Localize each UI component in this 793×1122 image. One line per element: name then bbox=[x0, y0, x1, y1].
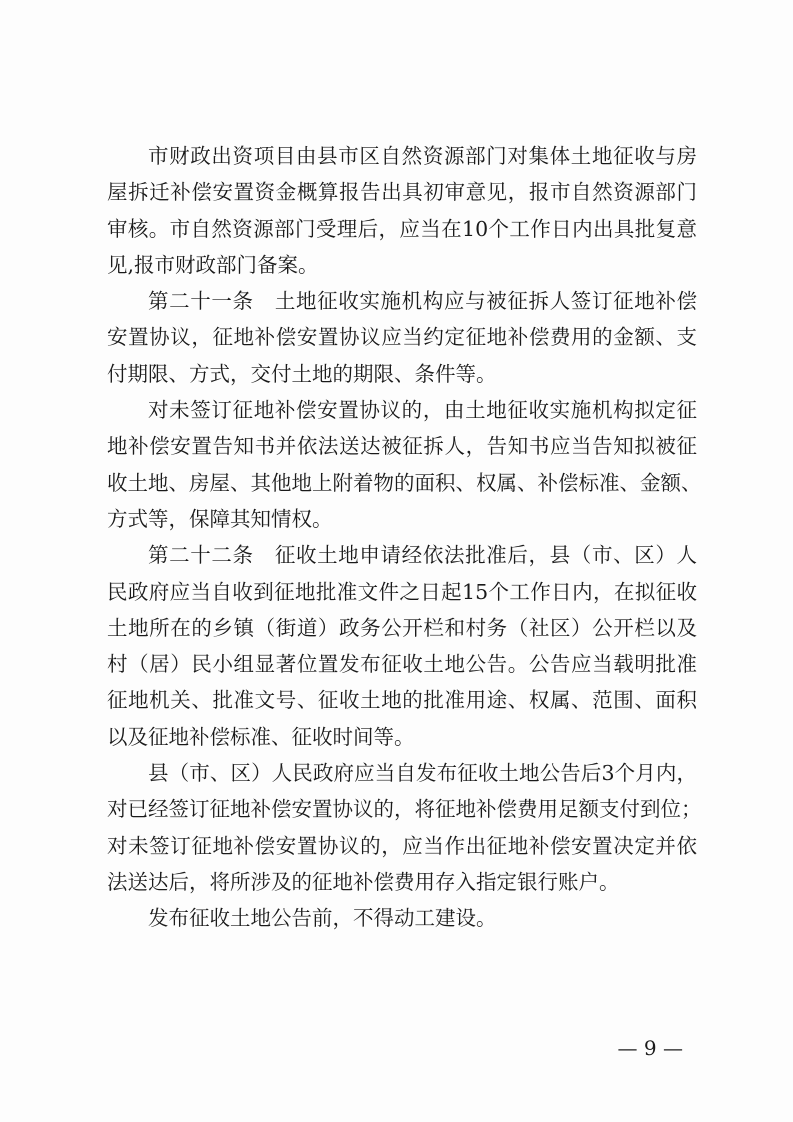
text-line: 安置协议，征地补偿安置协议应当约定征地补偿费用的金额、支 bbox=[107, 325, 697, 350]
text-line: 以及征地补偿标准、征收时间等。 bbox=[107, 724, 415, 749]
text-line: 法送达后，将所涉及的征地补偿费用存入指定银行账户。 bbox=[107, 869, 620, 894]
text-line: 地补偿安置告知书并依法送达被征拆人，告知书应当告知拟被征 bbox=[107, 434, 697, 459]
text-line: 付期限、方式，交付土地的期限、条件等。 bbox=[107, 361, 497, 386]
text-line: 土地所在的乡镇（街道）政务公开栏和村务（社区）公开栏以及 bbox=[107, 615, 697, 640]
body-text bbox=[107, 138, 702, 937]
text-line: 对已经签订征地补偿安置协议的，将征地补偿费用足额支付到位； bbox=[107, 797, 702, 822]
text-line: 征地机关、批准文号、征收土地的批准用途、权属、范围、面积 bbox=[107, 688, 697, 713]
text-line: 市财政出资项目由县市区自然资源部门对集体土地征收与房 bbox=[148, 144, 697, 168]
text-line: 收土地、房屋、其他地上附着物的面积、权属、补偿标准、金额、 bbox=[107, 470, 702, 495]
text-line: 见,报市财政部门备案。 bbox=[107, 252, 319, 277]
page-number: — 9 — bbox=[617, 1036, 683, 1060]
text-line: 民政府应当自收到征地批准文件之日起15个工作日内，在拟征收 bbox=[107, 579, 697, 604]
text-line: 方式等，保障其知情权。 bbox=[107, 506, 333, 531]
text-line: 屋拆迁补偿安置资金概算报告出具初审意见，报市自然资源部门 bbox=[107, 180, 697, 205]
text-line: 第二十一条 土地征收实施机构应与被征拆人签订征地补偿 bbox=[148, 289, 697, 314]
text-line: 审核。市自然资源部门受理后，应当在10个工作日内出具批复意 bbox=[107, 216, 697, 241]
text-line: 对未签订征地补偿安置协议的，应当作出征地补偿安置决定并依 bbox=[107, 833, 697, 858]
text-line: 村（居）民小组显著位置发布征收土地公告。公告应当载明批准 bbox=[107, 652, 697, 677]
text-line: 发布征收土地公告前，不得动工建设。 bbox=[148, 906, 497, 931]
text-line: 对未签订征地补偿安置协议的，由土地征收实施机构拟定征 bbox=[148, 398, 697, 423]
text-line: 县（市、区）人民政府应当自发布征收土地公告后3个月内， bbox=[148, 761, 697, 786]
text-line: 第二十二条 征收土地申请经依法批准后，县（市、区）人 bbox=[148, 543, 697, 568]
